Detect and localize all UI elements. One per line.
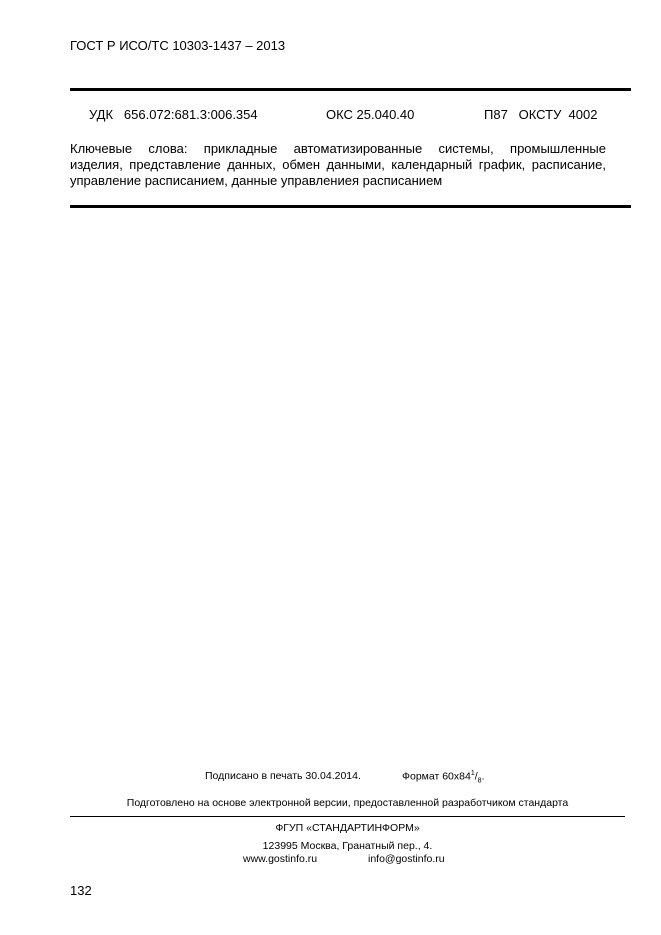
keywords-line-3: управление расписанием, данные управлениея расписанием — [70, 173, 443, 188]
udk-code: УДК 656.072:681.3:006.354 — [89, 107, 258, 122]
publisher-website[interactable]: www.gostinfo.ru — [243, 853, 318, 865]
keywords-line-2: изделия, представление данных, обмен данными, календарный график, расписание, — [70, 157, 606, 172]
prepared-note: Подготовлено на основе электронной версии, предоставленной разработчиком стандарта — [126, 797, 569, 809]
top-divider — [70, 88, 631, 91]
signed-date: Подписано в печать 30.04.2014. — [205, 770, 361, 782]
page-number: 132 — [70, 883, 92, 898]
keywords-line-1: Ключевые слова: прикладные автоматизированные системы, промышленные — [70, 141, 606, 156]
oks-code: ОКС 25.040.40 — [326, 107, 415, 122]
imprint-divider — [70, 816, 625, 817]
bottom-divider — [70, 205, 631, 208]
paper-format-label: Формат 60x84 — [402, 770, 471, 783]
okstu-code: П87 ОКСТУ 4002 — [484, 107, 598, 122]
publisher-name: ФГУП «СТАНДАРТИНФОРМ» — [275, 822, 420, 834]
publisher-address: 123995 Москва, Гранатный пер., 4. — [262, 840, 433, 852]
format-numerator: 1 — [470, 770, 475, 777]
format-denominator: 8 — [477, 777, 482, 785]
standard-designation: ГОСТ Р ИСО/ТС 10303-1437 – 2013 — [70, 38, 286, 53]
paper-format: Формат $60x84^1/_8$. — [402, 770, 485, 785]
format-end: . — [481, 770, 485, 783]
publisher-email[interactable]: info@gostinfo.ru — [368, 853, 445, 865]
keywords-block — [70, 141, 606, 189]
